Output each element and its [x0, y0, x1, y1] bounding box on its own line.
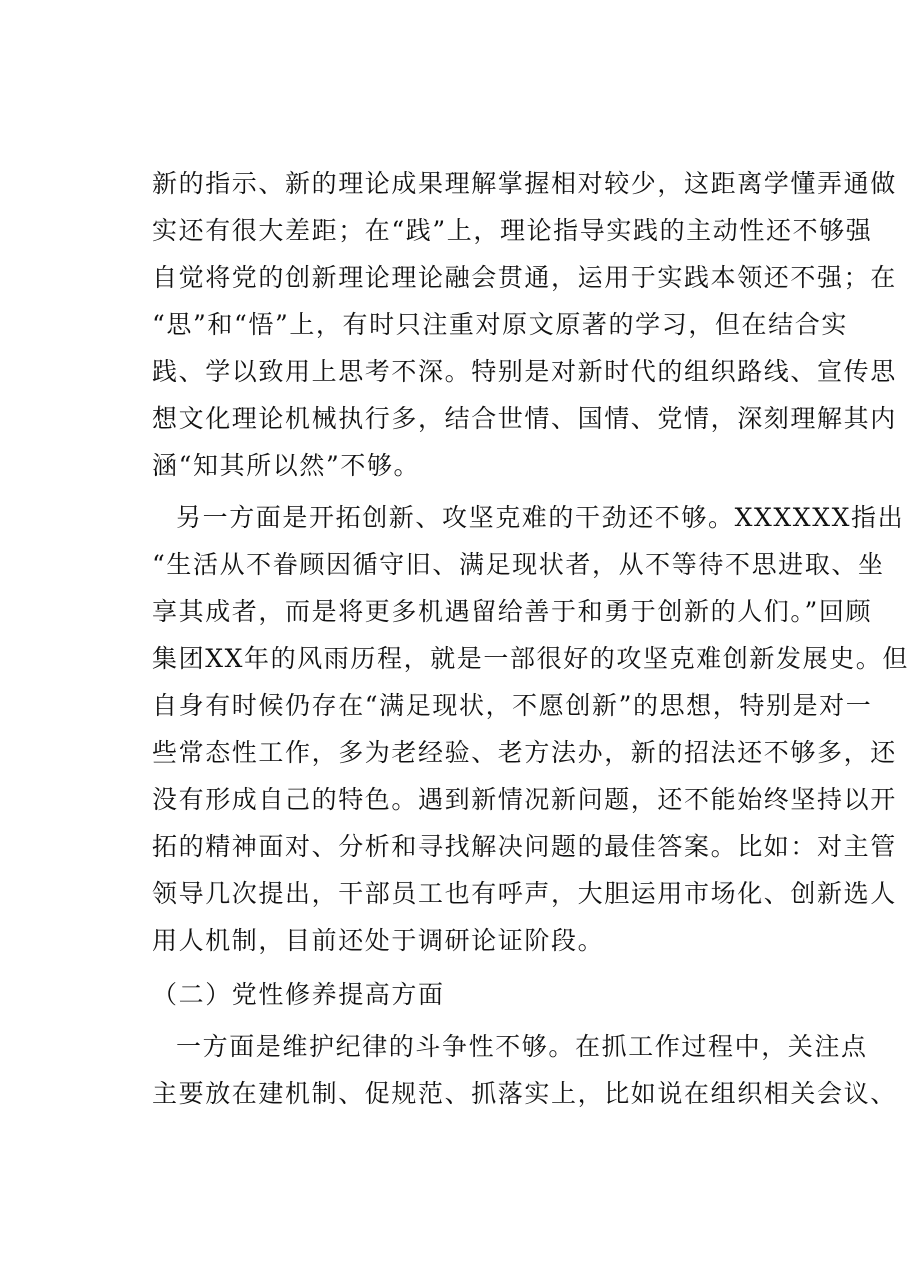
body-text-line: 自觉将党的创新理论理论融会贯通，运用于实践本领还不强；在 — [152, 263, 897, 292]
body-text-line: 想文化理论机械执行多，结合世情、国情、党情，深刻理解其内 — [152, 404, 897, 433]
body-text-line: 新的指示、新的理论成果理解掌握相对较少，这距离学懂弄通做 — [152, 169, 897, 198]
body-text-line: 些常态性工作，多为老经验、老方法办，新的招法还不够多，还 — [152, 738, 897, 767]
body-text-line: 没有形成自己的特色。遇到新情况新问题，还不能始终坚持以开 — [152, 785, 897, 814]
body-text-line: 实还有很大差距；在“践”上，理论指导实践的主动性还不够强 — [152, 216, 873, 245]
body-text-line: 践、学以致用上思考不深。特别是对新时代的组织路线、宣传思 — [152, 357, 897, 386]
body-text-line: 用人机制，目前还处于调研论证阶段。 — [152, 926, 605, 955]
paragraph-first-line: 另一方面是开拓创新、攻坚克难的干劲还不够。XXXXXX指出 — [176, 503, 905, 532]
section-heading: （二）党性修养提高方面 — [152, 980, 445, 1009]
body-text-line: 享其成者，而是将更多机遇留给善于和勇于创新的人们。”回顾 — [152, 597, 873, 626]
body-text-line: 涵“知其所以然”不够。 — [152, 451, 421, 480]
body-text-line: 主要放在建机制、促规范、抓落实上，比如说在组织相关会议、 — [152, 1079, 897, 1108]
body-text-line: 自身有时候仍存在“满足现状，不愿创新”的思想，特别是对一 — [152, 691, 873, 720]
body-text-line: 集团XX年的风雨历程，就是一部很好的攻坚克难创新发展史。但 — [152, 644, 909, 673]
body-text-line: “思”和“悟”上，有时只注重对原文原著的学习，但在结合实 — [152, 310, 848, 339]
body-text-line: 领导几次提出，干部员工也有呼声，大胆运用市场化、创新选人 — [152, 879, 897, 908]
body-text-line: “生活从不眷顾因循守旧、满足现状者，从不等待不思进取、坐 — [152, 550, 885, 579]
paragraph-first-line: 一方面是维护纪律的斗争性不够。在抓工作过程中，关注点 — [176, 1032, 868, 1061]
body-text-line: 拓的精神面对、分析和寻找解决问题的最佳答案。比如：对主管 — [152, 832, 897, 861]
